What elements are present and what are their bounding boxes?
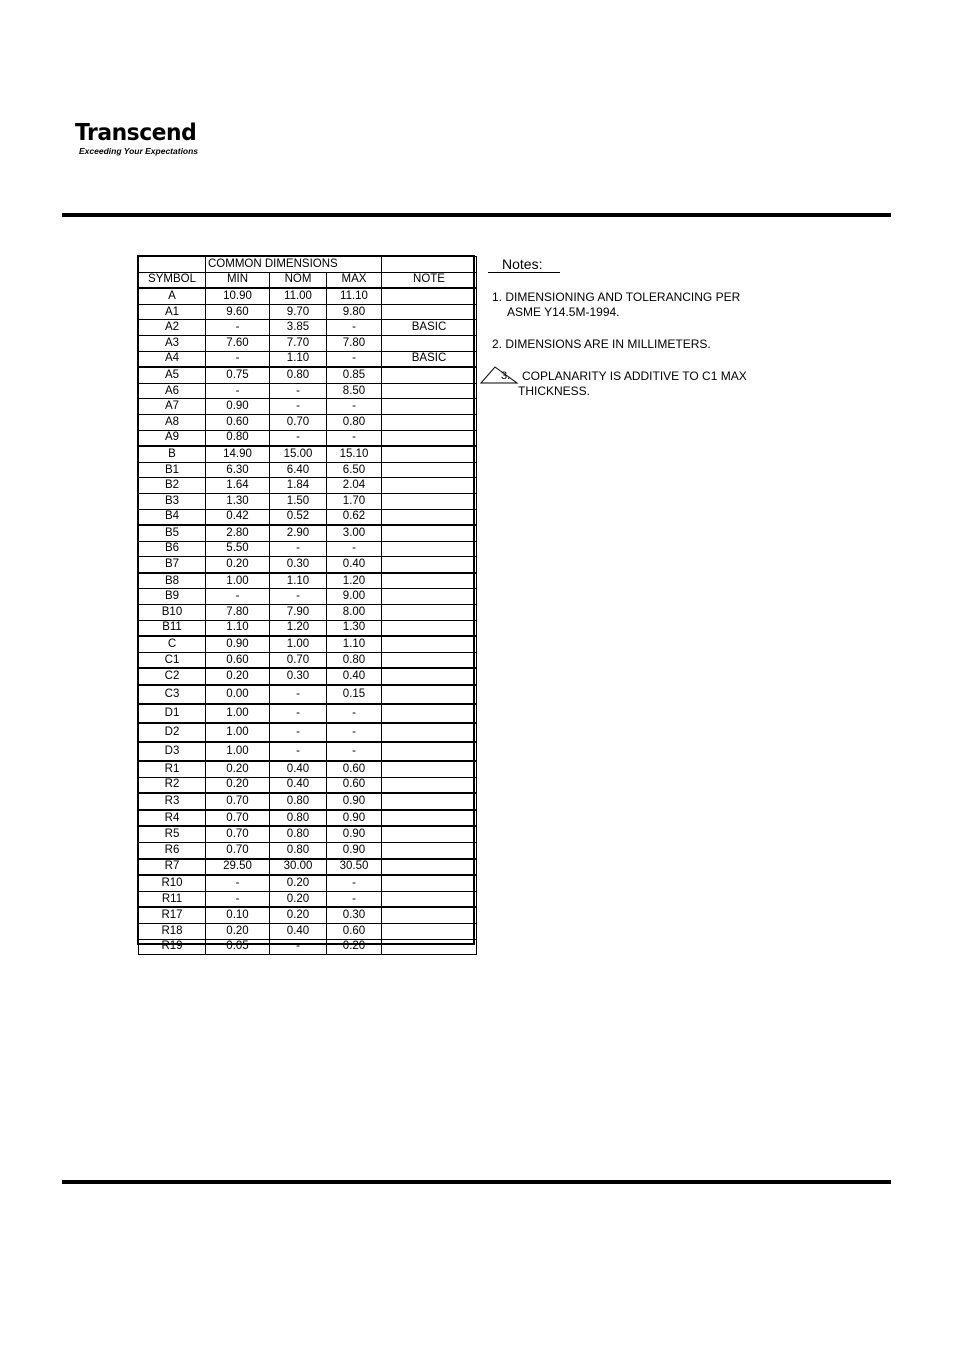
cell-note [382,557,477,573]
table-row [139,723,477,742]
header-spacer [139,257,206,273]
table-row [139,430,477,446]
cell-symbol: B1 [139,462,206,478]
table-row [139,320,477,336]
cell-min: 0.80 [206,430,270,446]
logo-wordmark: Transcend [75,120,197,146]
cell-note: BASIC [382,320,477,336]
cell-symbol: B2 [139,478,206,494]
cell-nom: 0.40 [270,777,327,793]
cell-note [382,843,477,859]
cell-note [382,652,477,668]
cell-max: 9.80 [327,304,382,320]
table-row [139,509,477,525]
cell-note [382,304,477,320]
cell-max: 1.10 [327,636,382,652]
table-row [139,668,477,685]
note-1-line-2: ASME Y14.5M-1994. [507,305,620,319]
cell-symbol: B11 [139,620,206,636]
cell-nom: 11.00 [270,288,327,304]
cell-symbol: A5 [139,367,206,383]
cell-nom: 0.80 [270,826,327,842]
cell-note [382,462,477,478]
cell-max: 1.30 [327,620,382,636]
cell-nom: 0.40 [270,761,327,777]
cell-nom: - [270,541,327,557]
cell-nom: 0.80 [270,793,327,810]
cell-max: - [327,541,382,557]
cell-min: 1.00 [206,704,270,723]
note-3-line-2: THICKNESS. [518,384,591,398]
cell-note [382,907,477,923]
cell-min: - [206,351,270,367]
cell-nom: 1.84 [270,478,327,494]
cell-note [382,826,477,842]
cell-symbol: A [139,288,206,304]
cell-min: - [206,589,270,605]
table-row [139,652,477,668]
table-row [139,478,477,494]
cell-nom: 7.90 [270,605,327,621]
cell-symbol: A2 [139,320,206,336]
cell-min: 1.10 [206,620,270,636]
cell-min: 5.50 [206,541,270,557]
dimensions-table [138,256,477,955]
cell-note [382,685,477,704]
cell-note [382,793,477,810]
cell-min: 0.20 [206,668,270,685]
cell-symbol: D1 [139,704,206,723]
cell-max: 0.90 [327,826,382,842]
cell-note [382,478,477,494]
cell-max: 0.90 [327,810,382,827]
cell-symbol: B4 [139,509,206,525]
cell-note [382,875,477,891]
column-header-note: NOTE [382,272,477,288]
cell-symbol: R18 [139,923,206,939]
cell-nom: - [270,589,327,605]
table-row [139,685,477,704]
cell-symbol: R1 [139,761,206,777]
cell-min: 0.20 [206,777,270,793]
cell-nom: 0.20 [270,875,327,891]
cell-min: 1.30 [206,493,270,509]
table-row [139,589,477,605]
cell-note [382,605,477,621]
cell-note [382,891,477,907]
cell-symbol: R19 [139,939,206,955]
cell-symbol: R3 [139,793,206,810]
cell-nom: 7.70 [270,335,327,351]
cell-min: 0.70 [206,826,270,842]
cell-symbol: B5 [139,525,206,541]
cell-nom: 2.90 [270,525,327,541]
cell-min: 0.20 [206,761,270,777]
cell-min: 0.90 [206,399,270,415]
dimensions-body [139,288,477,954]
cell-symbol: B6 [139,541,206,557]
cell-max: 0.60 [327,923,382,939]
cell-note [382,723,477,742]
cell-max: 30.50 [327,859,382,876]
cell-symbol: A3 [139,335,206,351]
note-2: 2. DIMENSIONS ARE IN MILLIMETERS. [492,337,711,351]
cell-symbol: A6 [139,383,206,399]
cell-nom: 3.85 [270,320,327,336]
cell-max: 1.20 [327,573,382,589]
cell-nom: 0.70 [270,652,327,668]
cell-max: 7.80 [327,335,382,351]
cell-max: - [327,430,382,446]
cell-max: 3.00 [327,525,382,541]
cell-min: 1.00 [206,742,270,761]
cell-max: 0.62 [327,509,382,525]
common-dimensions-header: COMMON DIMENSIONS [206,257,382,273]
table-row [139,810,477,827]
cell-symbol: R6 [139,843,206,859]
cell-symbol: R11 [139,891,206,907]
cell-symbol: C [139,636,206,652]
cell-nom: 1.20 [270,620,327,636]
table-row [139,826,477,842]
cell-nom: 30.00 [270,859,327,876]
cell-min: 0.70 [206,793,270,810]
table-row [139,742,477,761]
cell-nom: 1.10 [270,573,327,589]
cell-symbol: R17 [139,907,206,923]
table-row [139,541,477,557]
table-row [139,367,477,383]
table-row [139,636,477,652]
cell-nom: - [270,742,327,761]
cell-note [382,383,477,399]
group-header-row [139,257,477,273]
cell-nom: 0.52 [270,509,327,525]
cell-symbol: A4 [139,351,206,367]
table-row [139,907,477,923]
cell-note [382,430,477,446]
cell-nom: - [270,430,327,446]
cell-max: - [327,399,382,415]
cell-symbol: B3 [139,493,206,509]
cell-max: 0.85 [327,367,382,383]
notes-panel [488,256,808,398]
cell-nom: - [270,399,327,415]
cell-symbol: R4 [139,810,206,827]
cell-note [382,589,477,605]
cell-note [382,939,477,955]
cell-symbol: R5 [139,826,206,842]
cell-nom: 0.70 [270,414,327,430]
table-row [139,777,477,793]
table-row [139,304,477,320]
cell-nom: 0.80 [270,843,327,859]
cell-min: 0.60 [206,414,270,430]
cell-note [382,335,477,351]
cell-note [382,761,477,777]
cell-min: 0.60 [206,652,270,668]
note-3 [488,369,788,399]
cell-note [382,493,477,509]
column-header-symbol: SYMBOL [139,272,206,288]
cell-symbol: R2 [139,777,206,793]
cell-note [382,859,477,876]
cell-max: - [327,891,382,907]
cell-min: 1.64 [206,478,270,494]
cell-max: 6.50 [327,462,382,478]
triangle-note-icon [488,369,522,383]
cell-symbol: A7 [139,399,206,415]
cell-min: 7.60 [206,335,270,351]
note-3-line-1: COPLANARITY IS ADDITIVE TO C1 MAX [522,369,747,383]
cell-note [382,367,477,383]
table-row [139,462,477,478]
cell-note [382,668,477,685]
cell-nom: 0.30 [270,668,327,685]
cell-symbol: D3 [139,742,206,761]
cell-note [382,923,477,939]
cell-min: 1.00 [206,723,270,742]
cell-max: - [327,704,382,723]
cell-min: 6.30 [206,462,270,478]
cell-symbol: R7 [139,859,206,876]
notes-title: Notes: [488,257,560,273]
cell-note [382,704,477,723]
table-row [139,335,477,351]
cell-max: 0.90 [327,843,382,859]
cell-nom: 1.00 [270,636,327,652]
cell-max: 1.70 [327,493,382,509]
cell-note [382,288,477,304]
cell-nom: - [270,704,327,723]
cell-nom: 0.80 [270,810,327,827]
table-row [139,620,477,636]
column-header-row [139,272,477,288]
logo-tagline: Exceeding Your Expectations [79,146,199,156]
cell-note [382,525,477,541]
table-row [139,923,477,939]
cell-min: 0.70 [206,810,270,827]
cell-max: - [327,723,382,742]
note-3-number: 3. [501,370,511,382]
cell-note [382,742,477,761]
table-row [139,446,477,462]
cell-min: 0.20 [206,923,270,939]
cell-min: 29.50 [206,859,270,876]
column-header-min: MIN [206,272,270,288]
table-row [139,891,477,907]
note-1-line-1: 1. DIMENSIONING AND TOLERANCING PER [492,290,741,304]
cell-nom: 0.80 [270,367,327,383]
column-header-nom: NOM [270,272,327,288]
cell-max: - [327,351,382,367]
cell-nom: 0.40 [270,923,327,939]
cell-min: 1.00 [206,573,270,589]
cell-note [382,573,477,589]
cell-min: - [206,320,270,336]
table-row [139,288,477,304]
cell-note [382,509,477,525]
cell-min: 2.80 [206,525,270,541]
cell-symbol: D2 [139,723,206,742]
cell-min: 9.60 [206,304,270,320]
cell-max: 15.10 [327,446,382,462]
cell-symbol: B9 [139,589,206,605]
table-row [139,525,477,541]
cell-max: 0.20 [327,939,382,955]
table-row [139,605,477,621]
header-spacer [382,257,477,273]
cell-nom: 15.00 [270,446,327,462]
cell-max: 8.00 [327,605,382,621]
cell-max: - [327,742,382,761]
cell-note [382,620,477,636]
cell-min: 0.75 [206,367,270,383]
cell-max: - [327,320,382,336]
cell-nom: - [270,383,327,399]
cell-note [382,446,477,462]
cell-note [382,636,477,652]
cell-nom: 9.70 [270,304,327,320]
cell-symbol: A9 [139,430,206,446]
cell-max: 0.60 [327,777,382,793]
bottom-divider [62,1180,891,1184]
cell-note [382,414,477,430]
cell-max: 0.60 [327,761,382,777]
cell-max: 11.10 [327,288,382,304]
cell-symbol: A8 [139,414,206,430]
cell-max: 0.30 [327,907,382,923]
cell-min: 0.00 [206,685,270,704]
cell-max: 0.15 [327,685,382,704]
cell-min: 0.05 [206,939,270,955]
table-row [139,761,477,777]
cell-symbol: C2 [139,668,206,685]
cell-min: 0.42 [206,509,270,525]
table-row [139,793,477,810]
cell-max: 9.00 [327,589,382,605]
cell-symbol: R10 [139,875,206,891]
cell-nom: 6.40 [270,462,327,478]
table-row [139,843,477,859]
cell-nom: - [270,939,327,955]
table-row [139,399,477,415]
cell-max: 0.80 [327,652,382,668]
cell-symbol: B10 [139,605,206,621]
cell-nom: 1.10 [270,351,327,367]
cell-max: 0.40 [327,668,382,685]
table-row [139,383,477,399]
table-row [139,351,477,367]
cell-nom: 1.50 [270,493,327,509]
table-row [139,493,477,509]
table-row [139,875,477,891]
cell-min: - [206,383,270,399]
cell-min: 7.80 [206,605,270,621]
table-row [139,704,477,723]
cell-note [382,777,477,793]
cell-symbol: A1 [139,304,206,320]
cell-min: - [206,891,270,907]
cell-nom: - [270,723,327,742]
top-divider [62,213,891,217]
cell-symbol: C1 [139,652,206,668]
cell-min: 0.10 [206,907,270,923]
cell-max: - [327,875,382,891]
table-row [139,573,477,589]
cell-min: 10.90 [206,288,270,304]
transcend-logo [75,120,235,164]
table-row [139,859,477,876]
cell-symbol: C3 [139,685,206,704]
cell-max: 8.50 [327,383,382,399]
cell-min: 0.20 [206,557,270,573]
cell-nom: 0.20 [270,907,327,923]
cell-min: 14.90 [206,446,270,462]
cell-symbol: B7 [139,557,206,573]
column-header-max: MAX [327,272,382,288]
cell-max: 0.40 [327,557,382,573]
cell-note [382,541,477,557]
cell-note [382,399,477,415]
note-1 [492,290,792,320]
table-row [139,939,477,955]
table-row [139,557,477,573]
cell-max: 0.80 [327,414,382,430]
cell-nom: - [270,685,327,704]
cell-note [382,810,477,827]
cell-max: 2.04 [327,478,382,494]
cell-nom: 0.20 [270,891,327,907]
cell-symbol: B8 [139,573,206,589]
cell-max: 0.90 [327,793,382,810]
table-row [139,414,477,430]
cell-symbol: B [139,446,206,462]
cell-note: BASIC [382,351,477,367]
cell-nom: 0.30 [270,557,327,573]
cell-min: 0.90 [206,636,270,652]
cell-min: 0.70 [206,843,270,859]
cell-min: - [206,875,270,891]
